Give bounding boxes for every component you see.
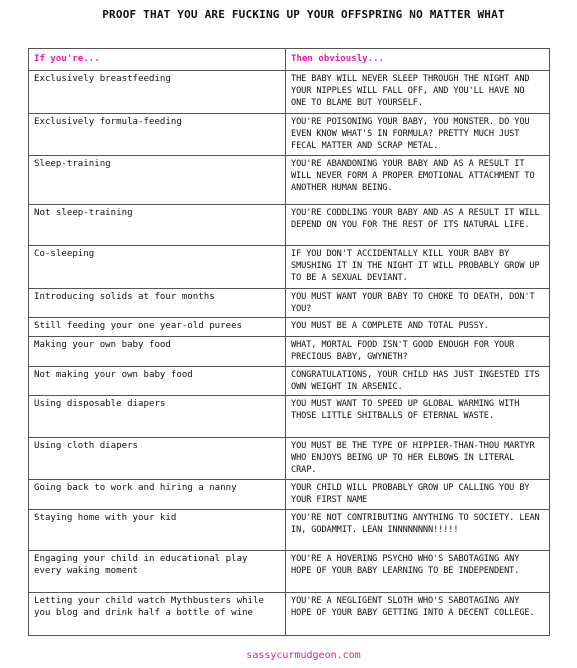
consequence-cell: YOU'RE A HOVERING PSYCHO WHO'S SABOTAGING ANY HOPE OF YOUR BABY LEARNING TO BE INDEPENDENT. [286, 551, 550, 593]
page-title: PROOF THAT YOU ARE FUCKING UP YOUR OFFSPRING NO MATTER WHAT [102, 8, 505, 21]
comparison-table [28, 48, 550, 636]
consequence-cell: YOU'RE ABANDONING YOUR BABY AND AS A RESULT IT WILL NEVER FORM A PROPER EMOTIONAL ATTACHMENT TO ANOTHER HUMAN BEING. [286, 156, 550, 205]
table-row [29, 246, 550, 289]
action-cell: Not sleep-training [29, 205, 286, 246]
table-row [29, 367, 550, 396]
action-cell: Using cloth diapers [29, 438, 286, 480]
consequence-cell: CONGRATULATIONS, YOUR CHILD HAS JUST INGESTED ITS OWN WEIGHT IN ARSENIC. [286, 367, 550, 396]
consequence-cell: YOU MUST BE A COMPLETE AND TOTAL PUSSY. [286, 318, 550, 337]
header-row [29, 49, 550, 71]
table-row [29, 438, 550, 480]
header-then-obviously: Then obviously... [286, 49, 550, 71]
table-row [29, 480, 550, 510]
consequence-cell: YOU'RE CODDLING YOUR BABY AND AS A RESULT IT WILL DEPEND ON YOU FOR THE REST OF ITS NATURAL LIFE. [286, 205, 550, 246]
action-cell: Sleep-training [29, 156, 286, 205]
header-if-youre: If you're... [29, 49, 286, 71]
consequence-cell: THE BABY WILL NEVER SLEEP THROUGH THE NIGHT AND YOUR NIPPLES WILL FALL OFF, AND YOU'LL HAVE NO ONE TO BLAME BUT YOURSELF. [286, 71, 550, 114]
action-cell: Still feeding your one year-old purees [29, 318, 286, 337]
consequence-cell: IF YOU DON'T ACCIDENTALLY KILL YOUR BABY BY SMUSHING IT IN THE NIGHT IT WILL PROBABLY GROW UP TO BE A SEXUAL DEVIANT. [286, 246, 550, 289]
action-cell: Making your own baby food [29, 337, 286, 367]
consequence-cell: WHAT, MORTAL FOOD ISN'T GOOD ENOUGH FOR YOUR PRECIOUS BABY, GWYNETH? [286, 337, 550, 367]
consequence-cell: YOU'RE POISONING YOUR BABY, YOU MONSTER. DO YOU EVEN KNOW WHAT'S IN FORMULA? PRETTY MUCH JUST FECAL MATTER AND SCRAP METAL. [286, 114, 550, 156]
consequence-cell: YOU MUST WANT YOUR BABY TO CHOKE TO DEATH, DON'T YOU? [286, 289, 550, 318]
action-cell: Going back to work and hiring a nanny [29, 480, 286, 510]
consequence-cell: YOUR CHILD WILL PROBABLY GROW UP CALLING YOU BY YOUR FIRST NAME [286, 480, 550, 510]
table-row [29, 337, 550, 367]
consequence-cell: YOU MUST BE THE TYPE OF HIPPIER-THAN-THOU MARTYR WHO ENJOYS BEING UP TO HER ELBOWS IN LITERAL CRAP. [286, 438, 550, 480]
action-cell: Co-sleeping [29, 246, 286, 289]
action-cell: Using disposable diapers [29, 396, 286, 438]
table-row [29, 396, 550, 438]
table-row [29, 156, 550, 205]
table-row [29, 289, 550, 318]
table-row [29, 593, 550, 636]
footer-site-link[interactable]: sassycurmudgeon.com [246, 650, 361, 661]
table-row [29, 318, 550, 337]
action-cell: Exclusively breastfeeding [29, 71, 286, 114]
table-body [29, 71, 550, 636]
action-cell: Not making your own baby food [29, 367, 286, 396]
action-cell: Staying home with your kid [29, 510, 286, 551]
table-row [29, 205, 550, 246]
table-row [29, 71, 550, 114]
table-row [29, 114, 550, 156]
consequence-cell: YOU MUST WANT TO SPEED UP GLOBAL WARMING WITH THOSE LITTLE SHITBALLS OF ETERNAL WASTE. [286, 396, 550, 438]
action-cell: Letting your child watch Mythbusters while you blog and drink half a bottle of wine [29, 593, 286, 636]
action-cell: Introducing solids at four months [29, 289, 286, 318]
table-row [29, 551, 550, 593]
table-row [29, 510, 550, 551]
consequence-cell: YOU'RE A NEGLIGENT SLOTH WHO'S SABOTAGING ANY HOPE OF YOUR BABY GETTING INTO A DECENT COLLEGE. [286, 593, 550, 636]
action-cell: Engaging your child in educational play every waking moment [29, 551, 286, 593]
consequence-cell: YOU'RE NOT CONTRIBUTING ANYTHING TO SOCIETY. LEAN IN, GODAMMIT. LEAN INNNNNNNN!!!!! [286, 510, 550, 551]
action-cell: Exclusively formula-feeding [29, 114, 286, 156]
